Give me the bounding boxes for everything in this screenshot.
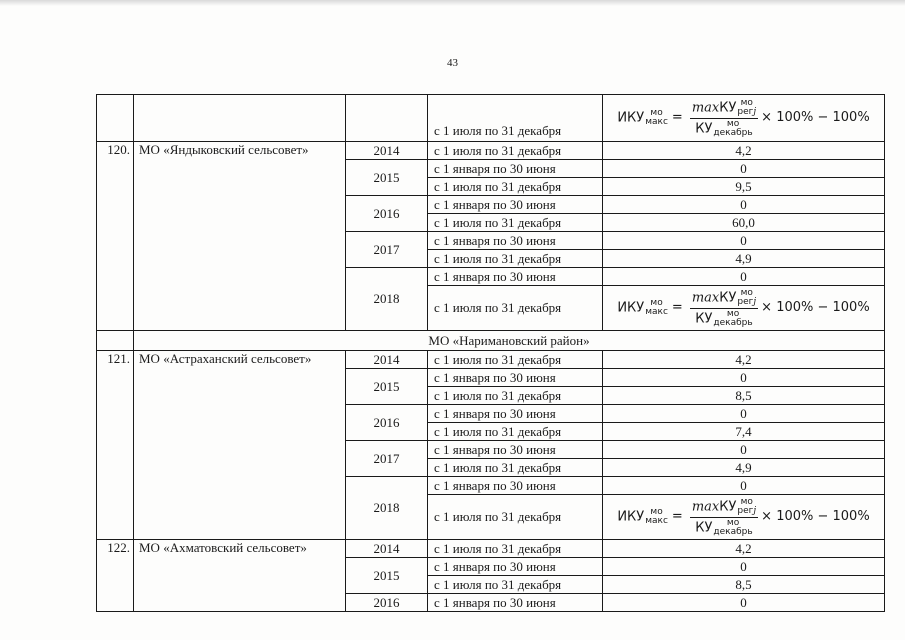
period-cell: с 1 июля по 31 декабря [428,495,603,540]
value-cell: 4,2 [603,142,885,160]
municipality-name: МО «Яндыковский сельсовет» [134,142,346,331]
scan-edge-shadow [0,0,905,6]
formula-cell [603,95,885,142]
period-cell: с 1 июля по 31 декабря [428,250,603,268]
value-cell: 4,2 [603,351,885,369]
year-cell [346,95,428,142]
num-cell [97,331,134,351]
value-cell: 0 [603,369,885,387]
year-cell: 2016 [346,196,428,232]
formula-numerator: maxКУ мо регj [691,287,757,307]
year-cell: 2014 [346,351,428,369]
formula-max-index [617,99,869,138]
value-cell: 0 [603,160,885,178]
municipality-name: МО «Астраханский сельсовет» [134,351,346,540]
year-cell: 2017 [346,441,428,477]
period-cell: с 1 января по 30 июня [428,232,603,250]
formula-denominator: КУ мо декабрь [695,308,753,328]
formula-lhs: ИКУ мо макс [617,108,668,127]
value-cell: 4,2 [603,540,885,558]
period-cell: с 1 января по 30 июня [428,594,603,612]
period-cell: с 1 июля по 31 декабря [428,142,603,160]
period-cell: с 1 июля по 31 декабря [428,540,603,558]
formula-denominator: КУ мо декабрь [695,517,753,537]
formula-numerator: maxКУ мо регj [691,97,757,117]
period-cell: с 1 января по 30 июня [428,268,603,286]
value-cell: 7,4 [603,423,885,441]
year-cell: 2017 [346,232,428,268]
year-cell: 2014 [346,142,428,160]
value-cell: 0 [603,268,885,286]
value-cell: 60,0 [603,214,885,232]
period-cell: с 1 июля по 31 декабря [428,95,603,142]
value-cell: 0 [603,558,885,576]
period-cell: с 1 января по 30 июня [428,477,603,495]
formula-equals: = [671,110,683,125]
period-cell: с 1 июля по 31 декабря [428,351,603,369]
year-cell: 2016 [346,594,428,612]
year-cell: 2015 [346,558,428,594]
page-number: 43 [447,57,458,69]
period-cell: с 1 июля по 31 декабря [428,214,603,232]
period-cell: с 1 января по 30 июня [428,441,603,459]
formula-lhs: ИКУ мо макс [617,298,668,317]
period-cell: с 1 июля по 31 декабря [428,286,603,331]
formula-tail: × 100% − 100% [761,509,870,524]
section-header: МО «Наримановский район» [134,331,885,351]
period-cell: с 1 июля по 31 декабря [428,178,603,196]
value-cell: 9,5 [603,178,885,196]
value-cell: 0 [603,477,885,495]
period-cell: с 1 января по 30 июня [428,405,603,423]
table-row [97,351,885,369]
value-cell: 8,5 [603,576,885,594]
formula-tail: × 100% − 100% [761,300,870,315]
period-cell: с 1 января по 30 июня [428,558,603,576]
period-cell: с 1 июля по 31 декабря [428,387,603,405]
year-cell: 2014 [346,540,428,558]
table-row-continuation [97,95,885,142]
year-cell: 2018 [346,477,428,540]
formula-fraction [690,99,758,138]
year-cell: 2015 [346,369,428,405]
year-cell: 2016 [346,405,428,441]
num-cell [97,95,134,142]
value-cell: 0 [603,441,885,459]
value-cell: 4,9 [603,459,885,477]
table-row [97,142,885,160]
formula-max-index [617,498,869,537]
formula-fraction [690,498,758,537]
value-cell: 0 [603,594,885,612]
formula-lhs: ИКУ мо макс [617,507,668,526]
formula-denominator: КУ мо декабрь [695,118,753,138]
index-table-body [97,95,885,612]
table-row [97,540,885,558]
entry-number: 122. [97,540,134,612]
entry-number: 120. [97,142,134,331]
formula-numerator: maxКУ мо регj [691,496,757,516]
formula-equals: = [671,300,683,315]
formula-max-index [617,289,869,328]
value-cell: 0 [603,405,885,423]
period-cell: с 1 января по 30 июня [428,369,603,387]
section-row [97,331,885,351]
year-cell: 2015 [346,160,428,196]
formula-fraction [690,289,758,328]
value-cell: 8,5 [603,387,885,405]
year-cell: 2018 [346,268,428,331]
period-cell: с 1 июля по 31 декабря [428,459,603,477]
formula-cell [603,495,885,540]
period-cell: с 1 января по 30 июня [428,160,603,178]
formula-cell [603,286,885,331]
period-cell: с 1 июля по 31 декабря [428,423,603,441]
municipality-name: МО «Ахматовский сельсовет» [134,540,346,612]
formula-tail: × 100% − 100% [761,110,870,125]
period-cell: с 1 июля по 31 декабря [428,576,603,594]
index-table [96,94,885,612]
formula-equals: = [671,509,683,524]
value-cell: 0 [603,196,885,214]
entry-number: 121. [97,351,134,540]
period-cell: с 1 января по 30 июня [428,196,603,214]
value-cell: 0 [603,232,885,250]
value-cell: 4,9 [603,250,885,268]
name-cell [134,95,346,142]
